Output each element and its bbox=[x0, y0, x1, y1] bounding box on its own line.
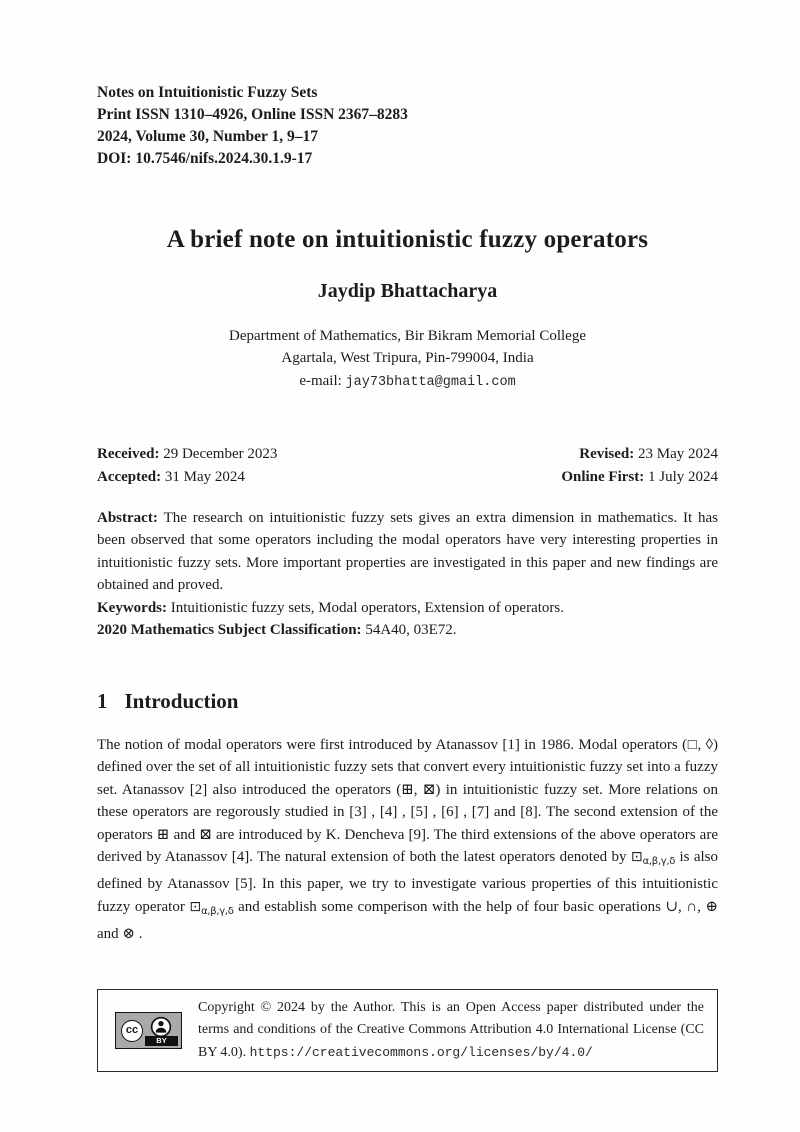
boxed-dot-operator bbox=[189, 899, 233, 915]
cc-logo-icon: cc bbox=[121, 1020, 143, 1042]
keywords-label: Keywords: bbox=[97, 599, 171, 616]
intro-text-3: and establish some comperison with the help of four basic operations ∪, ∩, ⊕ and ⊗ . bbox=[97, 898, 718, 943]
intro-text-2: is also defined by Atanassov [5]. In this paper, we try to investigate various properties of this intuitionistic fuzzy operator bbox=[97, 849, 718, 915]
affiliation-line1: Department of Mathematics, Bir Bikram Memorial College bbox=[229, 328, 586, 344]
abstract-text: The research on intuitionistic fuzzy sets gives an extra dimension in mathematics. It has been observed that some operators including the modal operators have very interesting properties in intuitionistic fuzzy sets. More important properties are investigated in this paper and new findings are obtained and proved. bbox=[97, 510, 718, 594]
operator-symbol: ⊡ bbox=[189, 898, 202, 915]
affiliation-block bbox=[97, 325, 718, 394]
operator-symbol: ⊡ bbox=[630, 849, 643, 866]
author-name: Jaydip Bhattacharya bbox=[317, 280, 498, 302]
journal-name: Notes on Intuitionistic Fuzzy Sets bbox=[97, 84, 318, 101]
msc-line bbox=[97, 619, 718, 641]
dates-row-1 bbox=[97, 443, 718, 465]
cc-by-badge bbox=[115, 1012, 182, 1049]
journal-issn: Print ISSN 1310–4926, Online ISSN 2367–8283 bbox=[97, 106, 408, 123]
paper-title: A brief note on intuitionistic fuzzy operators bbox=[166, 226, 649, 253]
abstract-block bbox=[97, 507, 718, 642]
journal-doi: DOI: 10.7546/nifs.2024.30.1.9-17 bbox=[97, 150, 313, 167]
accepted-label: Accepted: bbox=[97, 468, 165, 485]
online-first-date bbox=[561, 466, 718, 488]
cc-by-label: BY bbox=[145, 1036, 178, 1046]
affiliation-line2: Agartala, West Tripura, Pin-799004, India bbox=[281, 350, 534, 367]
operator-subscript: α,β,γ,δ bbox=[201, 905, 234, 917]
license-box bbox=[97, 989, 718, 1072]
introduction-paragraph bbox=[97, 734, 718, 946]
journal-masthead bbox=[97, 82, 718, 170]
abstract-paragraph bbox=[97, 507, 718, 597]
abstract-label: Abstract: bbox=[97, 510, 164, 527]
article-dates bbox=[97, 443, 718, 488]
keywords-line bbox=[97, 597, 718, 619]
email-label: e-mail: bbox=[299, 372, 346, 389]
intro-text-1: The notion of modal operators were first introduced by Atanassov [1] in 1986. Modal operators (□, ◊) defined over the set of all intuitionistic fuzzy sets that convert every intuitionistic fuzzy set into a fuzzy set. Atanassov [2] also introduced the operators (⊞, ⊠) in intuitionistic fuzzy set. More relations on these operators are regorously studied in [3] , [4] , [5] , [6] , [7] and [8]. The second extension of the operators ⊞ and ⊠ are introduced by K. Dencheva [9]. The third extensions of the above operators are derived by Atanassov [4]. The natural extension of both the latest operators denoted by bbox=[97, 736, 718, 866]
revised-date bbox=[579, 443, 718, 465]
accepted-value: 31 May 2024 bbox=[164, 468, 245, 485]
section-title: Introduction bbox=[124, 688, 239, 713]
msc-text: 54A40, 03E72. bbox=[365, 622, 457, 639]
keywords-text: Intuitionistic fuzzy sets, Modal operators, Extension of operators. bbox=[170, 599, 564, 616]
boxed-dot-operator bbox=[630, 849, 676, 868]
online-first-label: Online First: bbox=[561, 468, 648, 485]
license-text bbox=[198, 997, 704, 1064]
email-line bbox=[97, 370, 718, 394]
section-number: 1 bbox=[97, 688, 108, 713]
received-date bbox=[97, 443, 277, 465]
operator-subscript: α,β,γ,δ bbox=[642, 856, 676, 868]
license-url[interactable]: https://creativecommons.org/licenses/by/4.0/ bbox=[249, 1044, 593, 1060]
section-1-heading bbox=[97, 689, 718, 714]
cc-person-icon bbox=[150, 1016, 172, 1038]
revised-value: 23 May 2024 bbox=[638, 446, 718, 463]
received-label: Received: bbox=[97, 446, 164, 463]
revised-label: Revised: bbox=[579, 446, 638, 463]
msc-label: 2020 Mathematics Subject Classification: bbox=[97, 622, 366, 639]
dates-row-2 bbox=[97, 466, 718, 488]
received-value: 29 December 2023 bbox=[163, 446, 278, 463]
online-first-value: 1 July 2024 bbox=[647, 468, 718, 485]
journal-issue: 2024, Volume 30, Number 1, 9–17 bbox=[97, 128, 319, 145]
email-address[interactable]: jay73bhatta@gmail.com bbox=[345, 374, 516, 390]
license-statement: Copyright © 2024 by the Author. This is an Open Access paper distributed under the terms and conditions of the Creative Commons Attribution 4.0 International License (CC BY 4.0). bbox=[198, 999, 704, 1060]
accepted-date bbox=[97, 466, 245, 488]
